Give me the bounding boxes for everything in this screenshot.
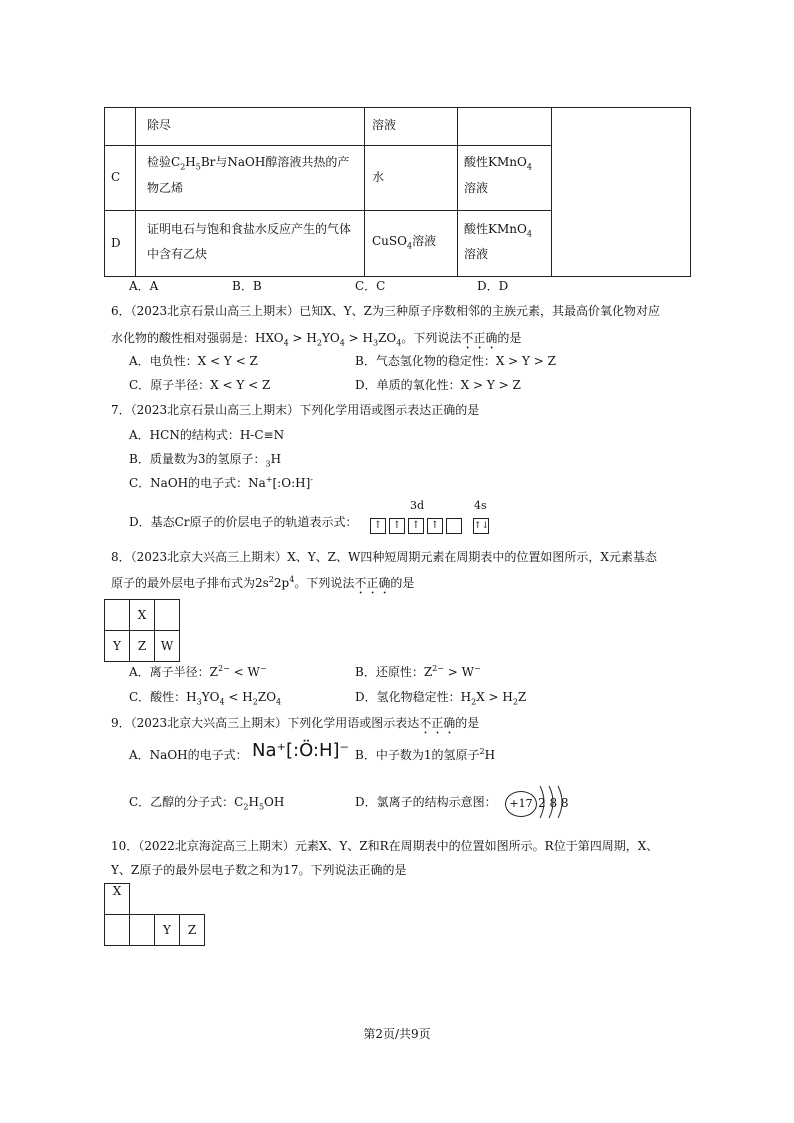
- option-d[interactable]: D．基态Cr原子的价层电子的轨道表示式：: [129, 515, 358, 529]
- option-b[interactable]: B．气态氢化物的稳定性：X > Y > Z: [355, 354, 556, 368]
- electron-shell-arcs: [534, 782, 574, 822]
- table-cell: 溶液: [464, 247, 489, 261]
- table-cell: 除尽: [147, 118, 172, 132]
- table-cell: 中含有乙炔: [147, 247, 208, 261]
- question-7-stem: 7．（2023北京石景山高三上期末）下列化学用语或图示表达正确的是: [111, 403, 480, 417]
- option-a[interactable]: A．A: [129, 279, 159, 293]
- table-cell: 酸性KMnO$_4$: [464, 222, 532, 239]
- option-c[interactable]: C．酸性：$H_3YO_4 < H_2ZO_4$: [129, 690, 282, 707]
- question-6-stem: 水化物的酸性相对强弱是：$HXO_4 > H_2YO_4 > H_3ZO_4$。下列说法不正确的是: [111, 331, 522, 348]
- table-row-label: D: [111, 236, 121, 250]
- table-cell: CuSO$_4$溶液: [372, 234, 437, 251]
- table-cell: 检验$C_2H_5Br$与NaOH醇溶液共热的产: [147, 155, 350, 172]
- question-8-stem: 原子的最外层电子排布式为$2s^22p^4$。下列说法不正确的是: [111, 575, 415, 590]
- option-a[interactable]: A．离子半径：$Z^{2-} < W^-$: [129, 664, 267, 679]
- option-a[interactable]: A．电负性：X < Y < Z: [129, 354, 258, 368]
- option-a[interactable]: A．NaOH的电子式：: [129, 748, 248, 762]
- option-d[interactable]: D．单质的氧化性：X > Y > Z: [355, 378, 521, 392]
- question-8-stem: 8．（2023北京大兴高三上期末）X、Y、Z、W四种短周期元素在周期表中的位置如图所示，X元素基态: [111, 550, 657, 564]
- orbital-box: ↑: [370, 518, 386, 534]
- table-divider: [551, 107, 552, 277]
- option-b[interactable]: B．B: [232, 279, 262, 293]
- table-cell: 物乙烯: [147, 181, 184, 195]
- orbital-box: ↑: [427, 518, 443, 534]
- option-c[interactable]: C．NaOH的电子式：Na+[:O:H]-: [129, 475, 313, 490]
- table-row-label: C: [111, 170, 121, 184]
- naoh-electron-formula: Na⁺[:Ö:H]⁻: [252, 740, 350, 761]
- orbital-box: ↑: [389, 518, 405, 534]
- option-c[interactable]: C．原子半径：X < Y < Z: [129, 378, 271, 392]
- orbital-label-4s: 4s: [474, 499, 487, 512]
- orbital-box: ↑: [408, 518, 424, 534]
- table-cell: 证明电石与饱和食盐水反应产生的气体: [147, 222, 352, 236]
- option-c[interactable]: C．乙醇的分子式：$C_2H_5OH$: [129, 795, 285, 812]
- table-divider: [135, 107, 136, 277]
- question-6-stem: 6．（2023北京石景山高三上期末）已知X、Y、Z为三种原子序数相邻的主族元素，其最高价氧化物对应: [111, 304, 660, 318]
- option-d[interactable]: D．D: [477, 279, 509, 293]
- option-b[interactable]: B．还原性：$Z^{2-} > W^-$: [355, 664, 481, 679]
- orbital-box: [446, 518, 462, 534]
- table-cell: 水: [372, 170, 385, 184]
- chloride-nucleus: +17: [505, 791, 537, 817]
- table-cell: 酸性KMnO$_4$: [464, 155, 532, 172]
- chloride-shells: 2 8 8: [538, 796, 569, 810]
- orbital-box: ↑↓: [473, 518, 489, 534]
- question-10-stem: 10．（2022北京海淀高三上期末）元素X、Y、Z和R在周期表中的位置如图所示。R位于第四周期，X、: [111, 839, 659, 853]
- table-divider: [104, 210, 551, 211]
- page-number: 第2页/共9页: [363, 1027, 431, 1041]
- table-divider: [457, 107, 458, 277]
- question-9-stem: 9．（2023北京大兴高三上期末）下列化学用语或图示表达不正确的是: [111, 716, 480, 730]
- option-c[interactable]: C．C: [355, 279, 386, 293]
- question-10-stem: Y、Z原子的最外层电子数之和为17。下列说法正确的是: [111, 863, 407, 877]
- option-d[interactable]: D．氢化物稳定性：$H_2X > H_2Z$: [355, 690, 527, 707]
- option-b[interactable]: B．中子数为1的氢原子$^2$H: [355, 747, 496, 762]
- orbital-label-3d: 3d: [410, 499, 425, 512]
- option-b[interactable]: B．质量数为3的氢原子：$_3$H: [129, 452, 282, 469]
- option-d[interactable]: D．氯离子的结构示意图：: [355, 795, 497, 809]
- periodic-grid: X Y Z: [104, 883, 205, 946]
- table-divider: [104, 145, 551, 146]
- table-cell: 溶液: [464, 181, 489, 195]
- option-a[interactable]: A．HCN的结构式：H-C≡N: [129, 428, 285, 442]
- periodic-grid: X Y Z W: [104, 599, 180, 662]
- table-cell: 溶液: [372, 118, 397, 132]
- table-divider: [364, 107, 365, 277]
